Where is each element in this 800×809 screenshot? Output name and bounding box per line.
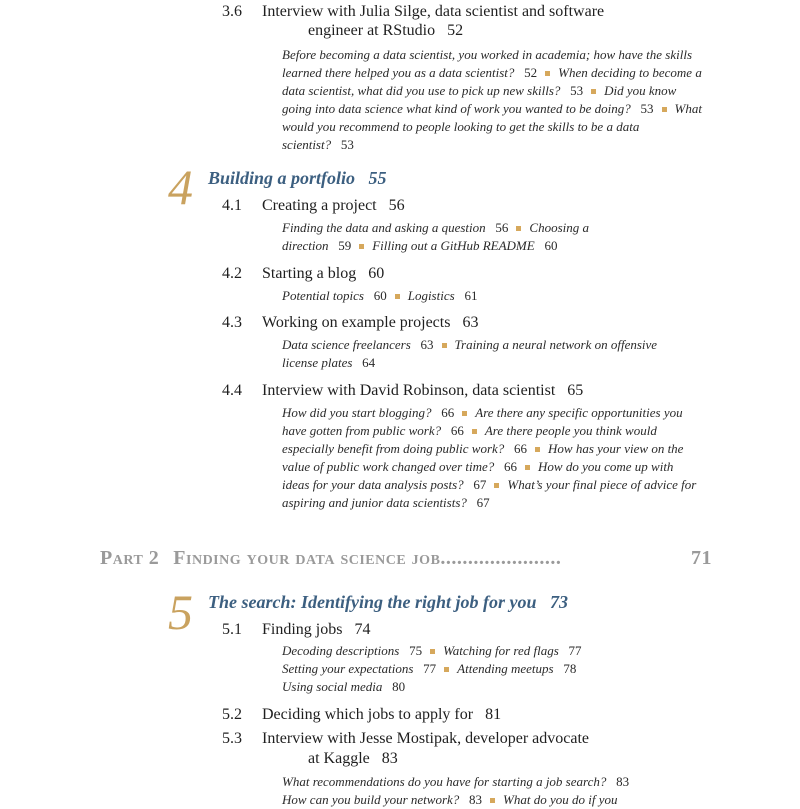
subsection-page: 83 xyxy=(469,792,483,807)
bullet-separator xyxy=(525,465,530,470)
subsection-title: Decoding descriptions xyxy=(282,643,400,658)
section-number: 4.1 xyxy=(222,197,242,214)
subsection-page: 67 xyxy=(476,495,490,510)
subsection-title: Did you know going into data science what kind of work you wanted to be doing? xyxy=(282,83,677,116)
part-heading[interactable] xyxy=(100,547,712,570)
section-page: 52 xyxy=(447,22,464,39)
toc-section-4-3 xyxy=(222,311,478,334)
section-title-cont: engineer at RStudio xyxy=(308,22,436,39)
subsection-title: Logistics xyxy=(407,288,455,303)
bullet-separator xyxy=(490,798,495,803)
bullet-separator xyxy=(494,483,499,488)
subsection-page: 56 xyxy=(495,220,509,235)
subsection-page: 78 xyxy=(563,661,577,676)
subsection-title: Using social media xyxy=(282,679,383,694)
subsection-page: 59 xyxy=(338,238,352,253)
subsection-page: 53 xyxy=(340,137,354,152)
section-title: Working on example projects xyxy=(262,314,451,331)
bullet-separator xyxy=(462,411,467,416)
subsection-title: What would you recommend to people looking to get the skills to be a data scientist? xyxy=(282,101,702,152)
section-title: Creating a project xyxy=(262,197,377,214)
subsection-title: Setting your expectations xyxy=(282,661,414,676)
chapter-number: 4 xyxy=(168,159,193,215)
subsection-title: Potential topics xyxy=(282,288,364,303)
section-title: Interview with David Robinson, data scientist xyxy=(262,382,556,399)
subsection-page: 66 xyxy=(441,405,455,420)
subsection-title: What recommendations do you have for starting a job search? xyxy=(282,774,607,789)
section-title-cont: at Kaggle xyxy=(308,750,370,767)
subsection-title: Are there any specific opportunities you have gotten from public work? xyxy=(282,405,683,438)
section-title: Finding jobs xyxy=(262,621,343,638)
subsection-title: How can you build your network? xyxy=(282,792,460,807)
chapter-title-text: Building a portfolio xyxy=(208,168,356,188)
bullet-separator xyxy=(516,226,521,231)
subsection-title: Data science freelancers xyxy=(282,337,411,352)
bullet-separator xyxy=(359,244,364,249)
subsection-page: 77 xyxy=(423,661,437,676)
subsection-title: Choosing a direction xyxy=(282,220,589,253)
subsection-title: Are there people you think would especially benefit from doing public work? xyxy=(282,423,657,456)
toc-subsections-4-3 xyxy=(282,336,662,372)
subsection-title: How do you come up with ideas for your data analysis posts? xyxy=(282,459,674,492)
subsection-page: 66 xyxy=(514,441,528,456)
subsection-title: Training a neural network on offensive license plates xyxy=(282,337,658,370)
subsection-page: 53 xyxy=(640,101,654,116)
subsection-page: 60 xyxy=(373,288,387,303)
subsection-page: 60 xyxy=(544,238,558,253)
subsection-title: Filling out a GitHub README xyxy=(372,238,535,253)
bullet-separator xyxy=(444,667,449,672)
subsection-title: How has your view on the value of public work changed over time? xyxy=(282,441,684,474)
bullet-separator xyxy=(535,447,540,452)
toc-subsections-4-1 xyxy=(282,219,642,255)
section-number: 5.1 xyxy=(222,621,242,638)
toc-section-5-2 xyxy=(222,703,501,726)
section-number: 5.2 xyxy=(222,706,242,723)
toc-section-5-1 xyxy=(222,618,370,641)
toc-subsections-3-6 xyxy=(282,46,702,154)
toc-section-4-2 xyxy=(222,262,384,285)
bullet-separator xyxy=(442,343,447,348)
chapter-title[interactable] xyxy=(208,592,568,613)
section-title: Starting a blog xyxy=(262,265,357,282)
section-page: 83 xyxy=(381,750,398,767)
section-number: 3.6 xyxy=(222,3,242,20)
subsection-page: 52 xyxy=(524,65,538,80)
toc-subsections-5-1 xyxy=(282,642,642,696)
toc-section-5-3 xyxy=(222,727,589,750)
subsection-page: 64 xyxy=(362,355,376,370)
subsection-title: When deciding to become a data scientist, what did you use to pick up new skills? xyxy=(282,65,702,98)
bullet-separator xyxy=(662,107,667,112)
section-number: 5.3 xyxy=(222,730,242,747)
subsection-page: 61 xyxy=(464,288,478,303)
toc-section-3-6 xyxy=(222,0,604,23)
bullet-separator xyxy=(545,71,550,76)
toc-subsections-4-4 xyxy=(282,404,702,512)
section-page: 65 xyxy=(567,382,584,399)
toc-section-5-3-cont xyxy=(308,750,398,768)
bullet-separator xyxy=(472,429,477,434)
section-title: Interview with Julia Silge, data scientist and software xyxy=(262,3,605,20)
subsection-title: What’s your final piece of advice for aspiring and junior data scientists? xyxy=(282,477,697,510)
section-page: 60 xyxy=(368,265,385,282)
subsection-page: 53 xyxy=(570,83,584,98)
subsection-title: How did you start blogging? xyxy=(282,405,432,420)
toc-subsections-4-2 xyxy=(282,287,702,305)
section-page: 81 xyxy=(485,706,502,723)
subsection-page: 80 xyxy=(392,679,406,694)
section-number: 4.3 xyxy=(222,314,242,331)
part-title: Finding your data science job xyxy=(173,547,441,569)
toc-section-4-1 xyxy=(222,194,405,217)
bullet-separator xyxy=(591,89,596,94)
subsection-title: Finding the data and asking a question xyxy=(282,220,486,235)
section-title: Deciding which jobs to apply for xyxy=(262,706,474,723)
part-page: 71 xyxy=(691,547,712,569)
subsection-page: 67 xyxy=(473,477,487,492)
section-page: 56 xyxy=(388,197,405,214)
chapter-page: 55 xyxy=(368,168,387,188)
section-page: 63 xyxy=(462,314,479,331)
part-label: Part 2 xyxy=(100,547,160,569)
toc-subsections-5-3 xyxy=(282,773,702,809)
subsection-page: 63 xyxy=(420,337,434,352)
section-number: 4.4 xyxy=(222,382,242,399)
subsection-title: Before becoming a data scientist, you worked in academia; how have the skills learned there helped you as a data scientist? xyxy=(282,47,693,80)
chapter-number: 5 xyxy=(168,584,193,640)
toc-section-3-6-cont xyxy=(308,22,463,40)
toc-section-4-4 xyxy=(222,379,583,402)
chapter-page: 73 xyxy=(550,592,569,612)
section-page: 74 xyxy=(354,621,371,638)
bullet-separator xyxy=(395,294,400,299)
subsection-page: 77 xyxy=(568,643,582,658)
subsection-page: 66 xyxy=(450,423,464,438)
subsection-page: 66 xyxy=(504,459,518,474)
section-number: 4.2 xyxy=(222,265,242,282)
subsection-title: Attending meetups xyxy=(457,661,554,676)
subsection-title: Watching for red flags xyxy=(443,643,559,658)
subsection-page: 75 xyxy=(409,643,423,658)
section-title: Interview with Jesse Mostipak, developer advocate xyxy=(262,730,590,747)
subsection-page: 83 xyxy=(616,774,630,789)
bullet-separator xyxy=(430,649,435,654)
chapter-title-text: The search: Identifying the right job for you xyxy=(208,592,537,612)
dot-leader: ...................... xyxy=(440,547,562,569)
chapter-title[interactable] xyxy=(208,168,387,189)
subsection-title: What do you do if you xyxy=(503,792,618,807)
